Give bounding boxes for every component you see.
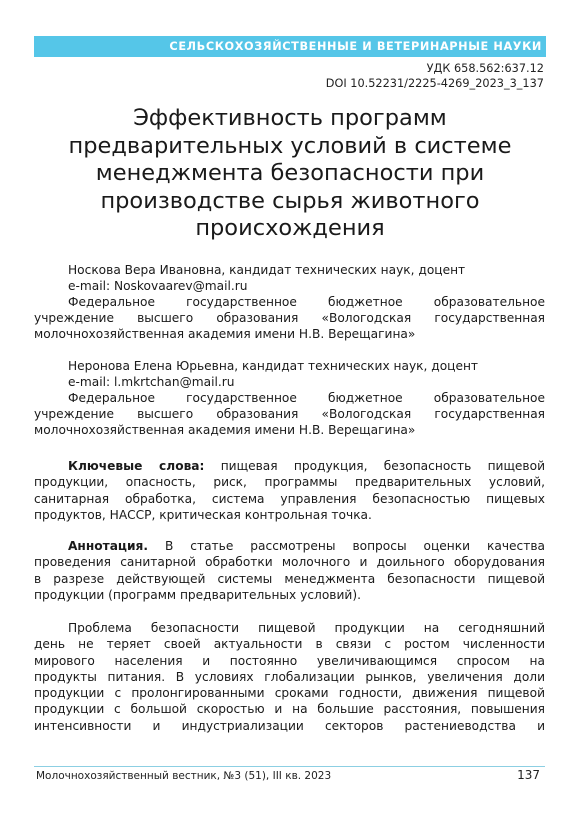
abstract-line: проведения санитарной обработки молочного и доильного оборудования bbox=[34, 555, 545, 570]
title-line: предварительных условий в системе bbox=[68, 132, 512, 159]
author-email[interactable]: e-mail: l.mkrtchan@mail.ru bbox=[68, 375, 235, 390]
affiliation-line: учреждение высшего образования «Вологодская государственная bbox=[34, 407, 545, 421]
title-line: производстве сырья животного bbox=[100, 187, 480, 214]
author-affiliation bbox=[68, 294, 545, 310]
affiliation-line: Федеральное государственное бюджетное образовательное bbox=[68, 391, 545, 405]
abstract-line: в разрезе действующей системы менеджмента безопасности пищевой bbox=[34, 571, 545, 586]
author-affiliation-cont bbox=[34, 310, 545, 343]
page-number: 137 bbox=[517, 768, 540, 782]
keywords-label: Ключевые слова: bbox=[68, 459, 205, 473]
body-line: продукты питания. В условиях глобализации рынков, увеличения доли bbox=[34, 669, 545, 684]
body-line: продукции с большой скоростью и на большие расстояния, повышения bbox=[34, 702, 545, 717]
keywords-line: продукции, опасность, риск, программы предварительных условий, bbox=[34, 475, 545, 490]
body-paragraph bbox=[34, 620, 545, 734]
body-line: Проблема безопасности пищевой продукции на сегодняшний bbox=[68, 621, 545, 635]
author-name: Носкова Вера Ивановна, кандидат технических наук, доцент bbox=[68, 263, 466, 277]
footer-divider bbox=[34, 766, 545, 767]
section-header: СЕЛЬСКОХОЗЯЙСТВЕННЫЕ И ВЕТЕРИНАРНЫЕ НАУКИ bbox=[34, 36, 546, 57]
udk-code: УДК 658.562:637.12 bbox=[426, 62, 544, 75]
author-block bbox=[68, 358, 545, 390]
keywords-line: Ключевые слова: пищевая продукция, безопасность пищевой bbox=[68, 459, 545, 473]
affiliation-line: Федеральное государственное бюджетное образовательное bbox=[68, 295, 545, 309]
body-line: мирового населения и постоянно увеличивающимся спросом на bbox=[34, 653, 545, 668]
footer-journal: Молочнохозяйственный вестник, №3 (51), III кв. 2023 bbox=[36, 770, 332, 782]
affiliation-line: учреждение высшего образования «Вологодская государственная bbox=[34, 311, 545, 325]
author-name: Неронова Елена Юрьевна, кандидат технических наук, доцент bbox=[68, 359, 479, 373]
keywords bbox=[34, 458, 545, 523]
author-email[interactable]: e-mail: Noskovaarev@mail.ru bbox=[68, 279, 248, 294]
title-line: Эффективность программ bbox=[133, 105, 447, 131]
keywords-line: санитарная обработка, система управления безопасностью пищевых bbox=[34, 491, 545, 506]
author-affiliation-cont bbox=[34, 406, 545, 439]
abstract-line: продукции (программ предварительных условий). bbox=[34, 587, 361, 602]
abstract-label: Аннотация. bbox=[68, 539, 148, 553]
affiliation-line: молочнохозяйственная академия имени Н.В. Верещагина» bbox=[34, 423, 416, 438]
author-affiliation bbox=[68, 390, 545, 406]
article-title bbox=[40, 105, 540, 243]
title-line: менеджмента безопасности при bbox=[95, 160, 485, 186]
affiliation-line: молочнохозяйственная академия имени Н.В. Верещагина» bbox=[34, 327, 416, 342]
abstract-line: Аннотация. В статье рассмотрены вопросы оценки качества bbox=[68, 539, 545, 553]
body-line: интенсивности и индустриализации секторов растениеводства и bbox=[34, 718, 545, 733]
body-line: день не теряет своей актуальности в связи с ростом численности bbox=[34, 637, 545, 652]
title-line: происхождения bbox=[195, 215, 385, 241]
abstract bbox=[34, 538, 545, 603]
doi-link[interactable]: DOI 10.52231/2225-4269_2023_3_137 bbox=[325, 77, 544, 90]
body-line: продукции с пролонгированными сроками годности, движения пищевой bbox=[34, 686, 545, 701]
author-block bbox=[68, 262, 545, 294]
keywords-line: продуктов, НАССР, критическая контрольная точка. bbox=[34, 507, 372, 522]
